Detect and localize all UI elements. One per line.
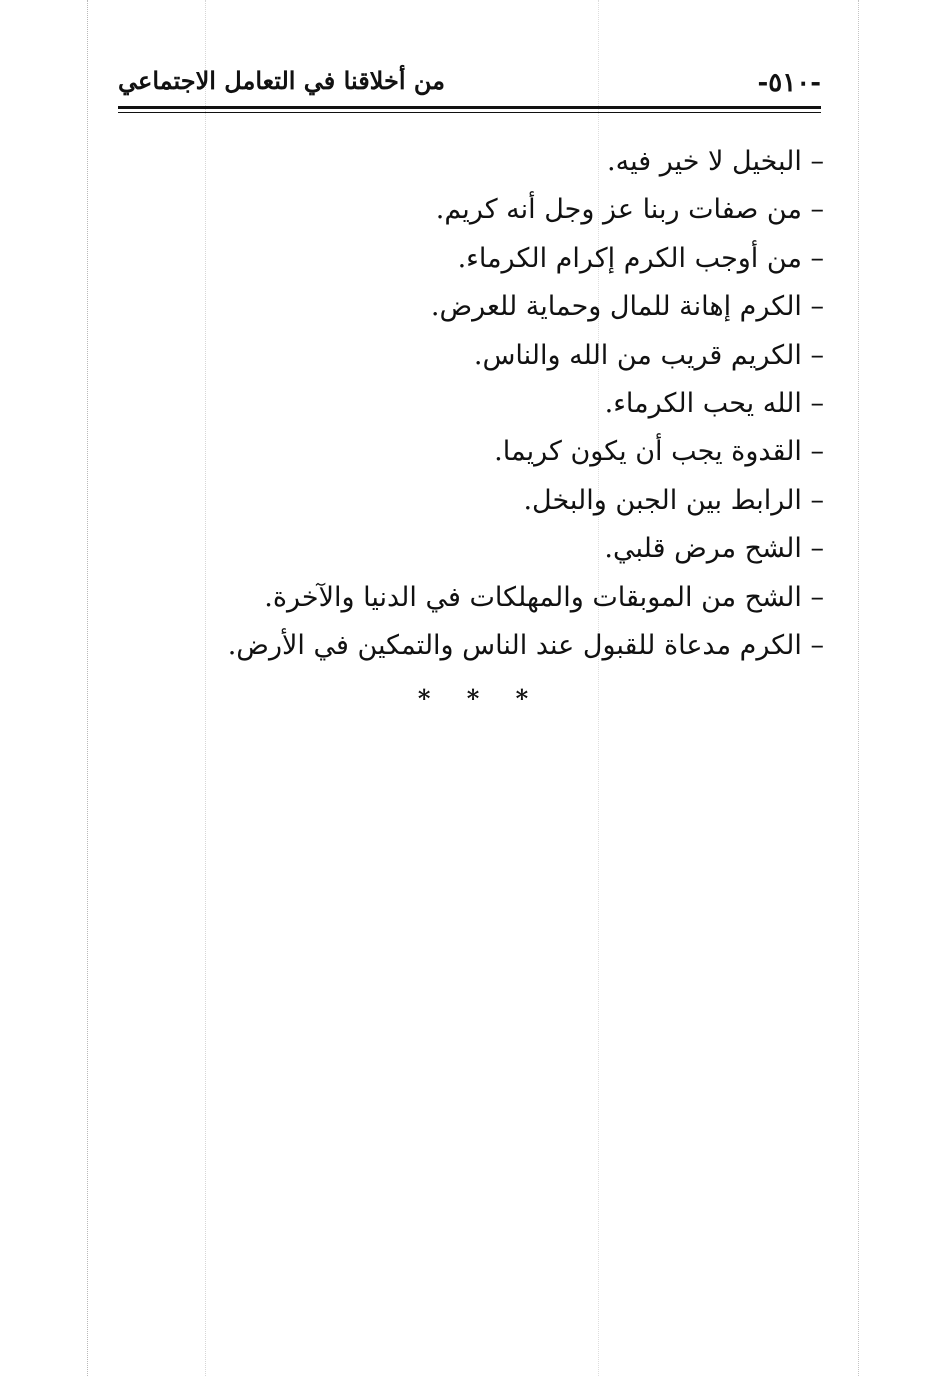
list-item: – القدوة يجب أن يكون كريما.: [494, 436, 824, 468]
header-rule-thick: [118, 106, 821, 109]
list-item: – الكريم قريب من الله والناس.: [473, 339, 824, 371]
list-item: – الشح من الموبقات والمهلكات في الدنيا والآخرة.: [264, 581, 824, 613]
list-item: – الكرم مدعاة للقبول عند الناس والتمكين في الأرض.: [227, 629, 824, 661]
section-separator: * * *: [417, 684, 543, 713]
list-item: – الرابط بين الجبن والبخل.: [523, 484, 824, 516]
list-item: – الشح مرض قلبي.: [604, 533, 824, 565]
list-item: – الله يحب الكرماء.: [604, 387, 824, 419]
list-item: – من أوجب الكرم إكرام الكرماء.: [457, 242, 824, 274]
bullet-list: [228, 138, 824, 670]
page-header: [118, 62, 821, 102]
list-item: – الكرم إهانة للمال وحماية للعرض.: [430, 291, 824, 323]
list-item: – من صفات ربنا عز وجل أنه كريم.: [435, 194, 824, 226]
list-item: – البخيل لا خير فيه.: [607, 146, 824, 177]
running-title: من أخلاقنا في التعامل الاجتماعي: [118, 66, 445, 95]
header-rule-thin: [118, 112, 821, 113]
page-number: -٥١٠-: [757, 68, 821, 98]
